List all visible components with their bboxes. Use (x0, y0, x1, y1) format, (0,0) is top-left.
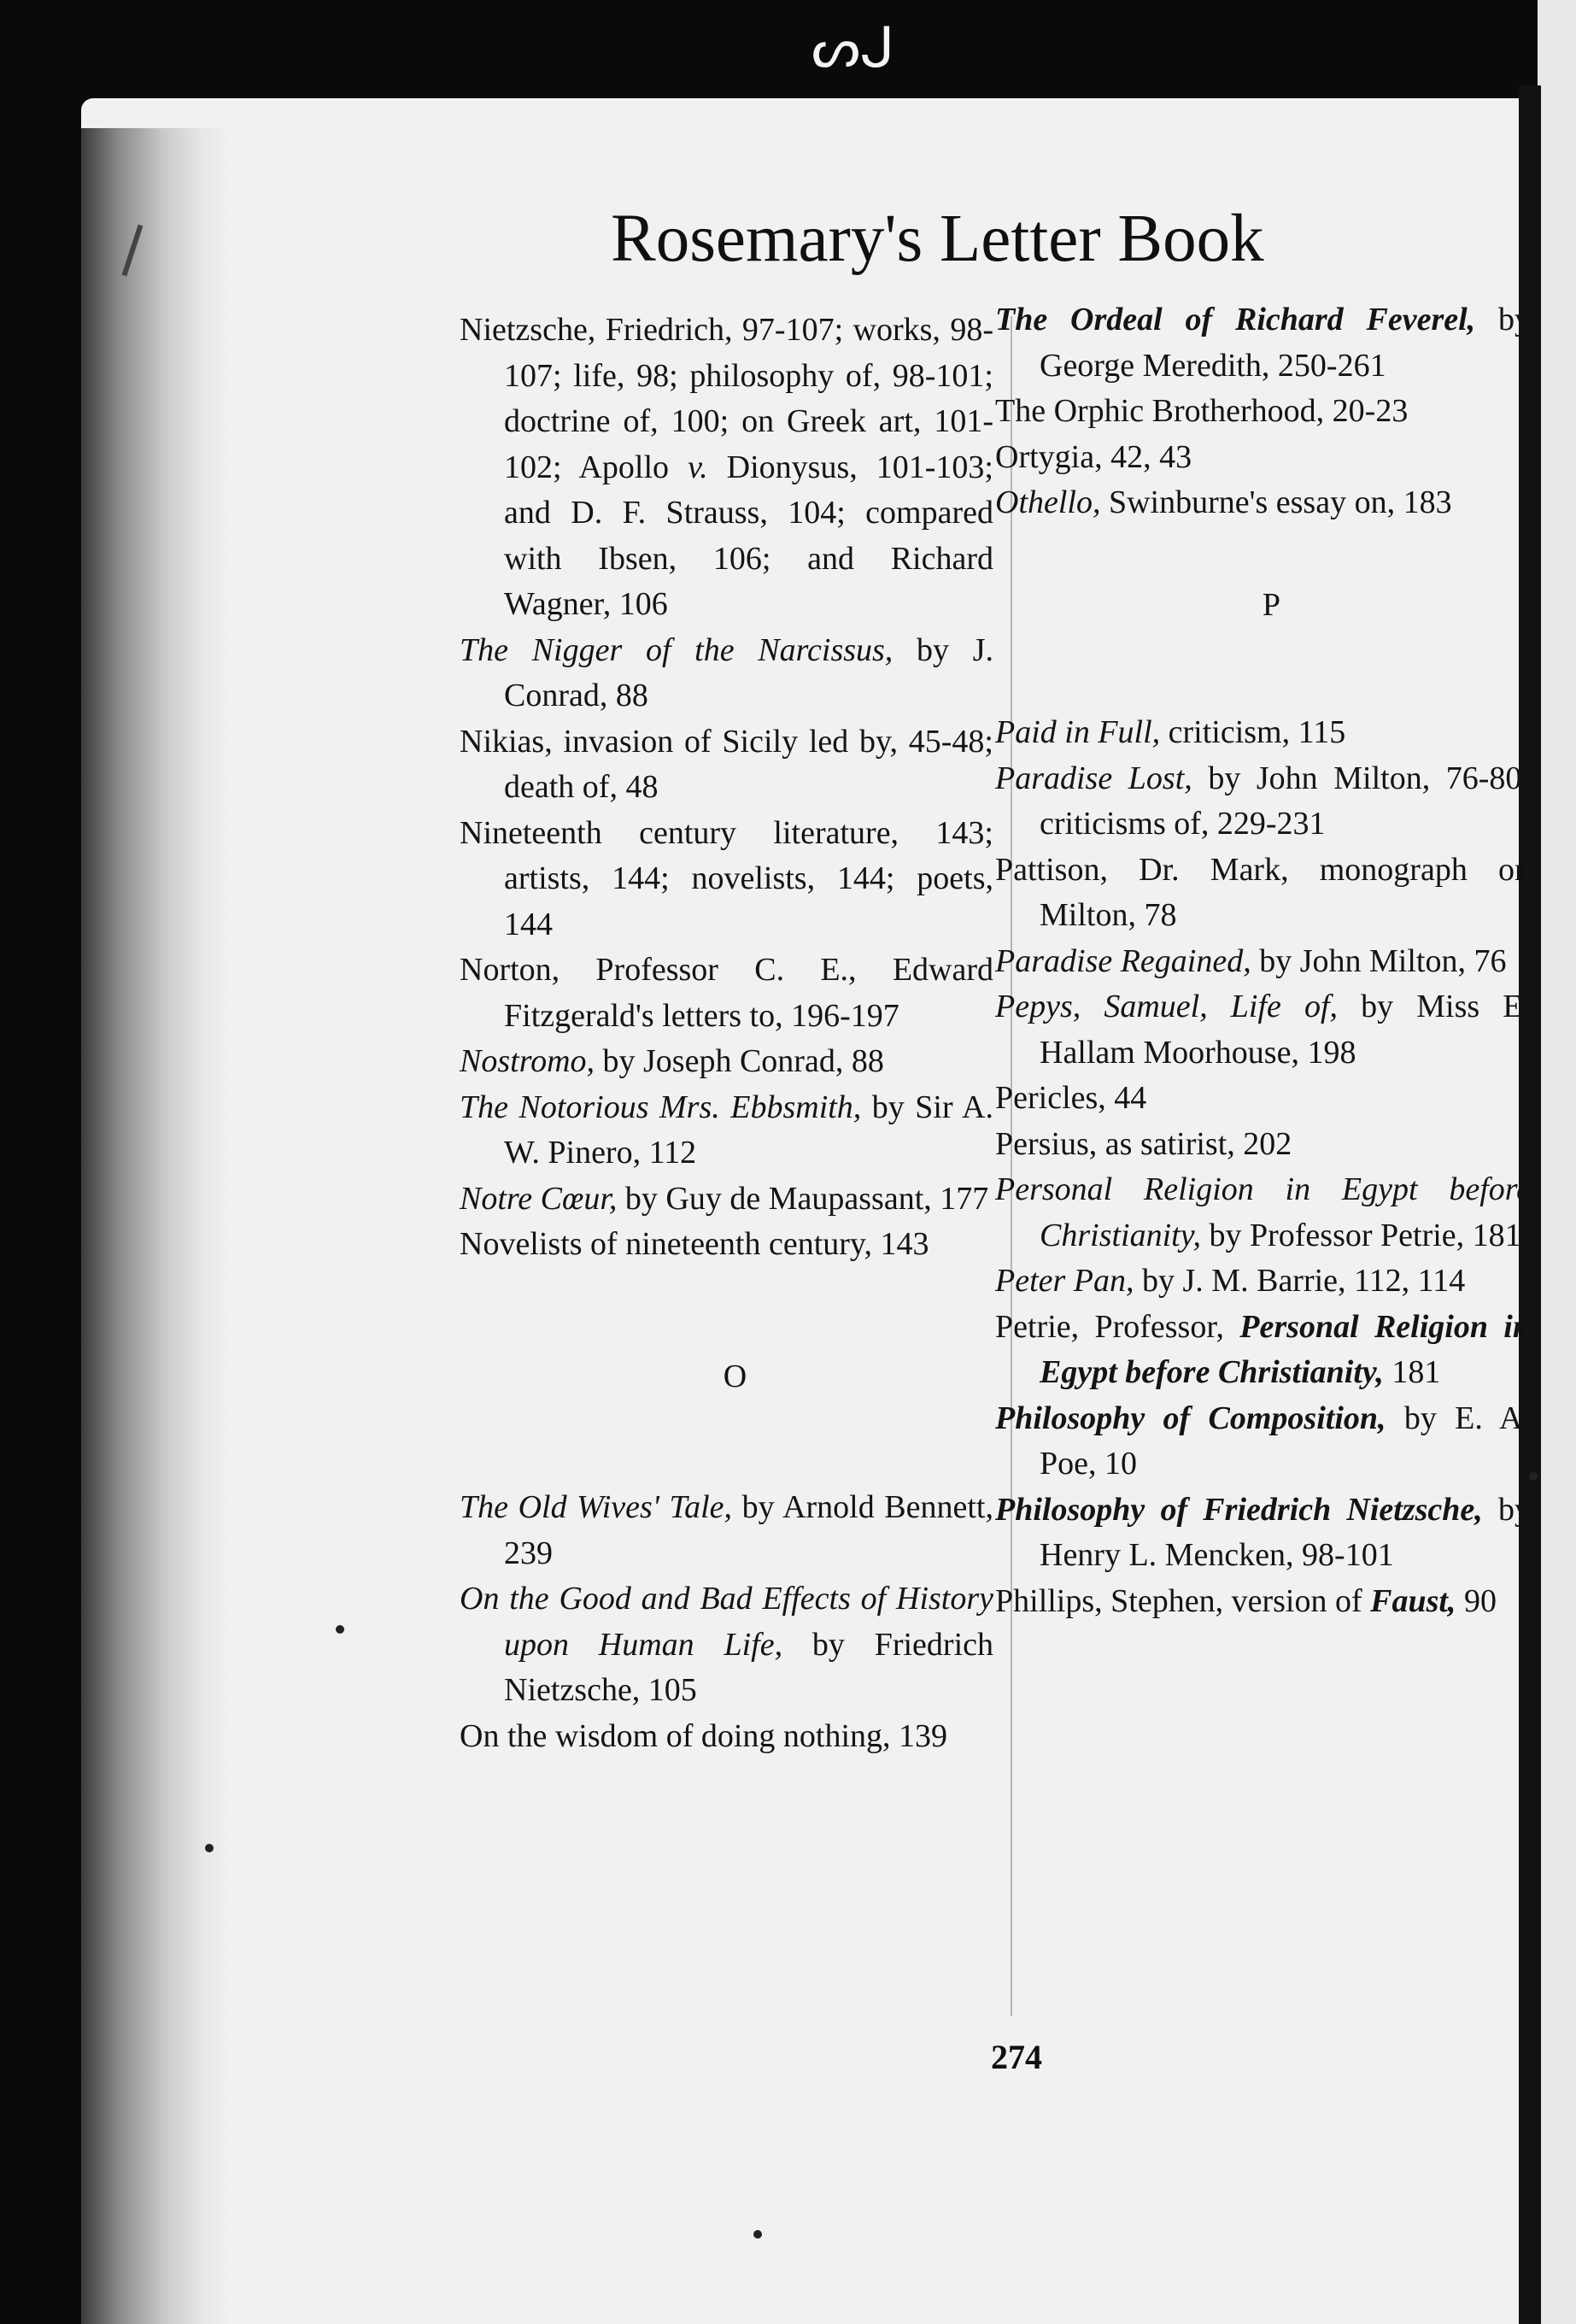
page-curl-shadow (81, 128, 231, 2324)
index-entry (995, 480, 1531, 526)
index-column-left (460, 308, 993, 1759)
entry-text: by John Milton, 76 (1251, 942, 1507, 979)
page-number: 274 (991, 2038, 1042, 2076)
index-entry (995, 1579, 1531, 1625)
entry-text: by Henry L. Mencken, 98-101 (1040, 1491, 1531, 1573)
entry-title: Notre Cœur, (460, 1180, 618, 1217)
index-entry (460, 1085, 993, 1177)
index-entry (995, 710, 1531, 756)
entry-title: Nostromo, (460, 1043, 595, 1079)
index-entry (995, 1396, 1531, 1488)
section-letter: O (723, 1358, 747, 1394)
entry-text: Phillips, Stephen, version of (995, 1582, 1371, 1619)
index-entry (460, 1576, 993, 1714)
entry-text: by J. Conrad, 88 (504, 631, 993, 713)
entry-text: by Friedrich Nietzsche, 105 (504, 1626, 994, 1708)
entry-text: by J. M. Barrie, 112, 114 (1134, 1263, 1466, 1299)
entry-text: Persius, as satirist, 202 (995, 1125, 1292, 1162)
entry-title: The Ordeal of Richard Feverel, (995, 302, 1476, 337)
index-entry (995, 297, 1531, 389)
entry-text: Ortygia, 42, 43 (995, 438, 1192, 475)
entry-text: 90 (1456, 1582, 1497, 1619)
entry-title: Faust, (1370, 1582, 1456, 1619)
entry-title: The Old Wives' Tale, (460, 1489, 733, 1525)
entry-title: Othello, (995, 484, 1101, 520)
entry-text: Norton, Professor C. E., Edward Fitzgerald's letters to, 196-197 (460, 952, 993, 1034)
entry-text: On the wisdom of doing nothing, 139 (460, 1717, 948, 1754)
index-entry (995, 1259, 1531, 1305)
index-entry (460, 1039, 993, 1085)
running-head: Rosemary's Letter Book (611, 202, 1264, 276)
entry-text: by Joseph Conrad, 88 (595, 1043, 884, 1079)
entry-text: by Arnold Bennett, 239 (504, 1489, 993, 1571)
index-entry (995, 389, 1531, 435)
index-entry (995, 984, 1531, 1076)
index-entry (460, 948, 993, 1039)
entry-title: Philosophy of Composition, (995, 1400, 1386, 1436)
index-column-right (995, 297, 1531, 1624)
entry-text: Dionysus, 101-103; and D. F. Strauss, 104; compared with Ibsen, 106; and Richard Wagner, 106 (504, 449, 993, 622)
index-entry (995, 435, 1531, 481)
index-entry (995, 939, 1531, 985)
entry-text: 181 (1383, 1354, 1441, 1390)
section-letter: P (1262, 586, 1281, 623)
index-entry (995, 1305, 1531, 1396)
index-entry (460, 811, 993, 948)
entry-text: Nietzsche, Friedrich, 97-107; works, 98-107; life, 98; philosophy of, 98-101; doctrine of, 100; on Greek art, 101-102; Apollo (460, 312, 993, 485)
entry-text: by Professor Petrie, 181 (1200, 1217, 1521, 1253)
entry-text: The Orphic Brotherhood, 20-23 (995, 393, 1409, 429)
entry-text: by Guy de Maupassant, 177 (617, 1180, 989, 1217)
index-entry (460, 1222, 993, 1268)
speck (1529, 1472, 1538, 1481)
index-entry (460, 1485, 993, 1576)
entry-title: On the Good and Bad Effects of History upon Human Life, (460, 1581, 993, 1663)
entry-text: by John Milton, 76-80; criticisms of, 229-231 (1040, 760, 1531, 842)
entry-text: Swinburne's essay on, 183 (1100, 484, 1452, 520)
entry-title: Paradise Lost, (995, 760, 1192, 796)
index-entry (995, 1167, 1531, 1259)
speck (205, 1844, 214, 1852)
entry-text: Nineteenth century literature, 143; artists, 144; novelists, 144; poets, 144 (460, 814, 993, 942)
speck (336, 1625, 344, 1634)
entry-text: Pericles, 44 (995, 1080, 1147, 1116)
entry-title: Personal Religion in Egypt before Christianity, (995, 1171, 1531, 1253)
entry-title: Paradise Regained, (995, 942, 1251, 979)
entry-text: by Sir A. W. Pinero, 112 (504, 1089, 993, 1171)
index-entry (460, 1714, 993, 1760)
entry-text: by George Meredith, 250-261 (1040, 302, 1531, 384)
entry-text: Novelists of nineteenth century, 143 (460, 1226, 929, 1262)
index-entry (460, 1177, 993, 1223)
entry-title: The Nigger of the Narcissus, (460, 631, 893, 668)
index-entry (995, 1488, 1531, 1579)
index-entry (460, 628, 993, 719)
facing-page-edge (1538, 0, 1576, 2324)
entry-text: Nikias, invasion of Sicily led by, 45-48; death of, 48 (460, 723, 993, 805)
entry-title: Pepys, Samuel, Life of, (995, 989, 1339, 1024)
index-entry (460, 719, 993, 811)
index-entry (995, 848, 1531, 939)
entry-title: v. (688, 449, 708, 485)
entry-text: Pattison, Dr. Mark, monograph on Milton, 78 (995, 851, 1531, 933)
entry-title: Personal Religion in Egypt before Christianity, (1040, 1308, 1531, 1390)
entry-text: criticism, 115 (1160, 714, 1346, 750)
entry-text: by Miss E. Hallam Moorhouse, 198 (1040, 989, 1531, 1071)
index-entry (460, 308, 993, 628)
speck (753, 2230, 762, 2239)
entry-title: Peter Pan, (995, 1263, 1134, 1299)
index-entry (995, 756, 1531, 848)
index-entry (995, 1122, 1531, 1168)
entry-text: Petrie, Professor, (995, 1308, 1240, 1345)
index-entry (995, 1076, 1531, 1122)
entry-text: by E. A. Poe, 10 (1040, 1400, 1531, 1482)
entry-title: Philosophy of Friedrich Nietzsche, (995, 1491, 1483, 1528)
entry-title: Paid in Full, (995, 714, 1161, 750)
top-ink-mark: ᔕᒍ (811, 18, 895, 79)
entry-title: The Notorious Mrs. Ebbsmith, (460, 1089, 862, 1125)
